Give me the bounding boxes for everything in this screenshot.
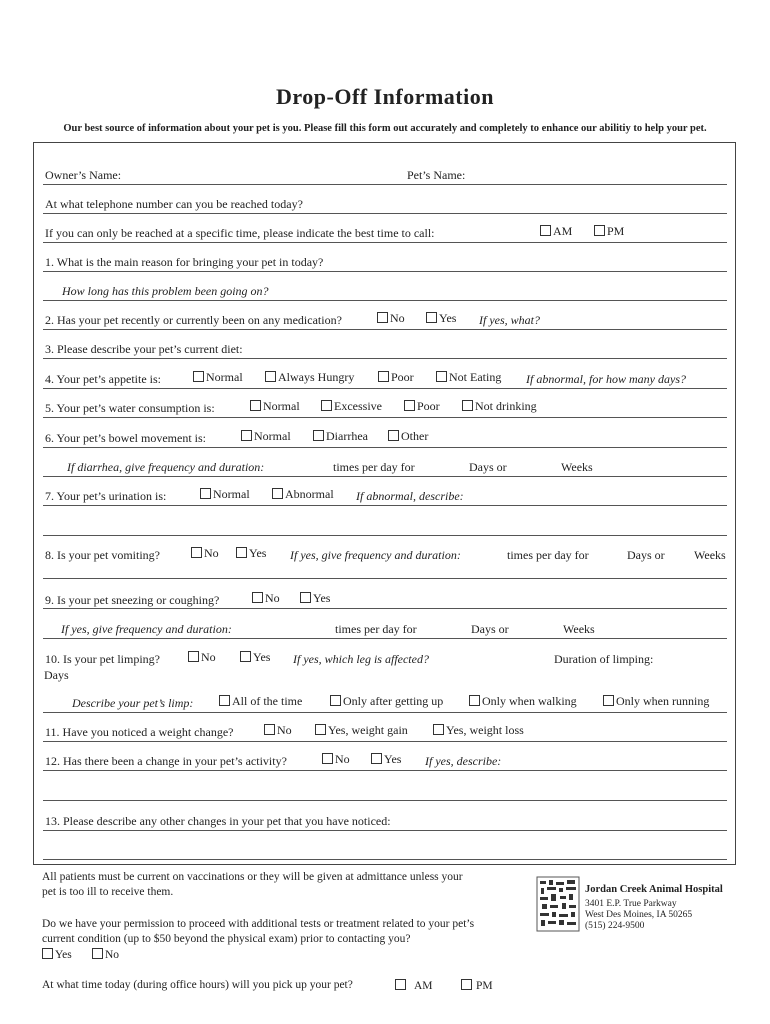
checkbox[interactable] (426, 312, 437, 323)
vaccination-notice-line2: pet is too ill to receive them. (42, 886, 174, 898)
divider (43, 476, 727, 477)
checkbox[interactable] (315, 724, 326, 735)
q5-option-poor[interactable]: Poor (404, 399, 440, 414)
q12-label: 12. Has there been a change in your pet’s activity? (45, 754, 287, 768)
q5-label: 5. Your pet’s water consumption is: (45, 401, 215, 415)
q13-field[interactable] (43, 859, 727, 860)
days-or-label: Days or (469, 460, 507, 474)
checkbox[interactable] (540, 225, 551, 236)
q10-describe-label: Describe your pet’s limp: (72, 696, 194, 710)
q7-field[interactable] (43, 535, 727, 536)
checkbox[interactable] (250, 400, 261, 411)
q10-option-when-walking[interactable]: Only when walking (469, 694, 577, 709)
q10-if-label: If yes, which leg is affected? (293, 652, 429, 666)
checkbox[interactable] (241, 430, 252, 441)
permission-question-line2: current condition (up to $50 beyond the physical exam) prior to contacting you? (42, 933, 411, 945)
divider (43, 830, 727, 831)
weeks-label: Weeks (694, 548, 726, 562)
divider (43, 388, 727, 389)
q10-no-option[interactable]: No (188, 650, 216, 665)
q6-label: 6. Your pet’s bowel movement is: (45, 431, 206, 445)
checkbox[interactable] (191, 547, 202, 558)
checkbox[interactable] (313, 430, 324, 441)
checkbox[interactable] (321, 400, 332, 411)
checkbox[interactable] (469, 695, 480, 706)
q4-option-normal[interactable]: Normal (193, 370, 243, 385)
pickup-pm-option[interactable]: PM (461, 979, 493, 992)
telephone-label: At what telephone number can you be reached today? (45, 197, 303, 211)
divider (43, 741, 727, 742)
best-time-label: If you can only be reached at a specific time, please indicate the best time to call: (45, 226, 435, 240)
checkbox[interactable] (378, 371, 389, 382)
hospital-name: Jordan Creek Animal Hospital (585, 884, 723, 895)
q7-option-abnormal[interactable]: Abnormal (272, 487, 334, 502)
checkbox[interactable] (240, 651, 251, 662)
q4-option-always-hungry[interactable]: Always Hungry (265, 370, 354, 385)
checkbox[interactable] (92, 948, 103, 959)
q6-option-normal[interactable]: Normal (241, 429, 291, 444)
days-or-label: Days or (471, 622, 509, 636)
q2-yes-option[interactable]: Yes (426, 311, 456, 326)
q4-option-not-eating[interactable]: Not Eating (436, 370, 501, 385)
page-subtitle: Our best source of information about your pet is you. Please fill this form out accurately and completely to enhance our abilitiy to help your pet. (63, 123, 707, 134)
hospital-address-line2: West Des Moines, IA 50265 (585, 910, 693, 920)
q12-field[interactable] (43, 800, 727, 801)
checkbox[interactable] (388, 430, 399, 441)
checkbox[interactable] (252, 592, 263, 603)
q7-if-label: If abnormal, describe: (356, 489, 464, 503)
checkbox[interactable] (42, 948, 53, 959)
q9-yes-option[interactable]: Yes (300, 591, 330, 606)
q4-option-poor[interactable]: Poor (378, 370, 414, 385)
owner-name-field[interactable] (43, 184, 727, 185)
checkbox[interactable] (461, 979, 472, 990)
q4-if-label: If abnormal, for how many days? (526, 372, 686, 386)
checkbox[interactable] (371, 753, 382, 764)
pickup-question: At what time today (during office hours) will you pick up your pet? (42, 979, 353, 991)
q3-field[interactable] (43, 358, 727, 359)
checkbox[interactable] (436, 371, 447, 382)
q7-label: 7. Your pet’s urination is: (45, 489, 167, 503)
divider (43, 712, 727, 713)
q10-days-label: Days (44, 668, 69, 682)
q8-label: 8. Is your pet vomiting? (45, 548, 160, 562)
permission-no-option[interactable]: No (92, 948, 119, 961)
q4-label: 4. Your pet’s appetite is: (45, 372, 161, 386)
telephone-field[interactable] (43, 213, 727, 214)
best-time-pm-option[interactable]: PM (594, 224, 624, 239)
divider (43, 505, 727, 506)
divider (43, 578, 727, 579)
q10-option-when-running[interactable]: Only when running (603, 694, 709, 709)
q12-yes-option[interactable]: Yes (371, 752, 401, 767)
checkbox[interactable] (594, 225, 605, 236)
q11-option-weight-gain[interactable]: Yes, weight gain (315, 723, 408, 738)
vaccination-notice-line1: All patients must be current on vaccinations or they will be given at admittance unless your (42, 871, 463, 883)
checkbox[interactable] (300, 592, 311, 603)
times-per-day-label: times per day for (507, 548, 589, 562)
days-or-label: Days or (627, 548, 665, 562)
times-per-day-label: times per day for (333, 460, 415, 474)
q9-no-option[interactable]: No (252, 591, 280, 606)
q1-field[interactable] (43, 271, 727, 272)
q2-if-label: If yes, what? (479, 313, 540, 327)
q9-label: 9. Is your pet sneezing or coughing? (45, 593, 220, 607)
page-title: Drop-Off Information (276, 84, 494, 109)
checkbox[interactable] (219, 695, 230, 706)
permission-yes-option[interactable]: Yes (42, 948, 72, 961)
checkbox[interactable] (200, 488, 211, 499)
q1-label: 1. What is the main reason for bringing your pet in today? (45, 255, 324, 269)
times-per-day-label: times per day for (335, 622, 417, 636)
q13-label: 13. Please describe any other changes in your pet that you have noticed: (45, 814, 391, 828)
divider (43, 770, 727, 771)
q1-duration-label: How long has this problem been going on? (62, 284, 269, 298)
checkbox[interactable] (377, 312, 388, 323)
q6-if-label: If diarrhea, give frequency and duration: (67, 460, 265, 474)
q10-label: 10. Is your pet limping? (45, 652, 160, 666)
hospital-address-line1: 3401 E.P. True Parkway (585, 899, 677, 909)
q12-no-option[interactable]: No (322, 752, 350, 767)
checkbox[interactable] (188, 651, 199, 662)
q10-option-after-getting-up[interactable]: Only after getting up (330, 694, 443, 709)
q5-option-normal[interactable]: Normal (250, 399, 300, 414)
weeks-label: Weeks (561, 460, 593, 474)
checkbox[interactable] (433, 724, 444, 735)
checkbox[interactable] (404, 400, 415, 411)
hospital-phone: (515) 224-9500 (585, 921, 645, 931)
q11-label: 11. Have you noticed a weight change? (45, 725, 234, 739)
q12-if-label: If yes, describe: (425, 754, 502, 768)
divider (43, 638, 727, 639)
pet-name-label: Pet’s Name: (407, 168, 466, 182)
checkbox[interactable] (272, 488, 283, 499)
checkbox[interactable] (322, 753, 333, 764)
q3-label: 3. Please describe your pet’s current diet: (45, 342, 243, 356)
q7-option-normal[interactable]: Normal (200, 487, 250, 502)
best-time-am-option[interactable]: AM (540, 224, 572, 239)
q10-duration-label: Duration of limping: (554, 652, 654, 666)
checkbox[interactable] (193, 371, 204, 382)
checkbox[interactable] (603, 695, 614, 706)
q1-duration-field[interactable] (43, 300, 727, 301)
divider (43, 417, 727, 418)
q5-option-not-drinking[interactable]: Not drinking (462, 399, 537, 414)
divider (43, 242, 727, 243)
q11-option-weight-loss[interactable]: Yes, weight loss (433, 723, 524, 738)
checkbox[interactable] (330, 695, 341, 706)
q11-option-no[interactable]: No (264, 723, 292, 738)
hospital-logo (536, 876, 580, 932)
pickup-am-option[interactable]: AM (395, 979, 433, 992)
q8-no-option[interactable]: No (191, 546, 219, 561)
checkbox[interactable] (265, 371, 276, 382)
q8-if-label: If yes, give frequency and duration: (290, 548, 461, 562)
q2-field[interactable] (43, 329, 727, 330)
owner-name-label: Owner’s Name: (45, 168, 122, 182)
q10-yes-option[interactable]: Yes (240, 650, 270, 665)
checkbox[interactable] (395, 979, 406, 990)
q5-option-excessive[interactable]: Excessive (321, 399, 382, 414)
q10-option-all-time[interactable]: All of the time (219, 694, 302, 709)
divider (43, 608, 727, 609)
q6-option-diarrhea[interactable]: Diarrhea (313, 429, 368, 444)
divider (43, 447, 727, 448)
permission-question-line1: Do we have your permission to proceed with additional tests or treatment related to your pet’s (42, 918, 475, 930)
q2-label: 2. Has your pet recently or currently been on any medication? (45, 313, 342, 327)
checkbox[interactable] (462, 400, 473, 411)
checkbox[interactable] (236, 547, 247, 558)
q9-if-label: If yes, give frequency and duration: (61, 622, 232, 636)
q2-no-option[interactable]: No (377, 311, 405, 326)
checkbox[interactable] (264, 724, 275, 735)
weeks-label: Weeks (563, 622, 595, 636)
q8-yes-option[interactable]: Yes (236, 546, 266, 561)
q6-option-other[interactable]: Other (388, 429, 428, 444)
